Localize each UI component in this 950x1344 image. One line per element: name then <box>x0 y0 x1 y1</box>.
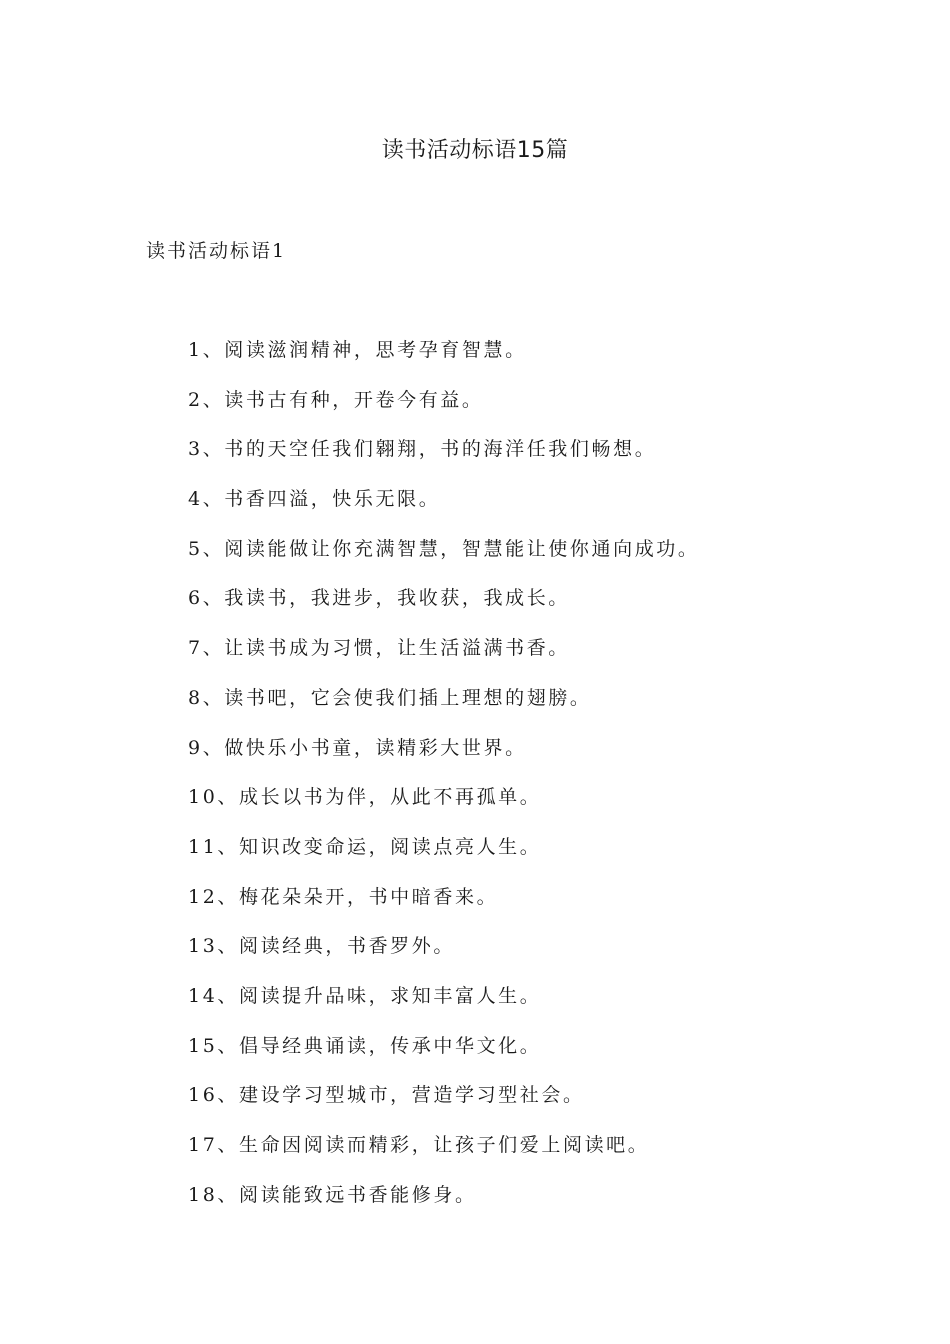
slogan-list <box>188 335 700 1229</box>
slogan-item: 2、读书古有种，开卷今有益。 <box>188 388 484 411</box>
slogan-item: 4、书香四溢，快乐无限。 <box>188 488 441 511</box>
slogan-item: 13、阅读经典，书香罗外。 <box>188 935 455 958</box>
slogan-item: 9、做快乐小书童，读精彩大世界。 <box>188 736 527 759</box>
slogan-item: 5、阅读能做让你充满智慧，智慧能让使你通向成功。 <box>188 537 700 560</box>
slogan-item: 15、倡导经典诵读，传承中华文化。 <box>188 1034 542 1057</box>
section-heading: 读书活动标语1 <box>146 240 287 262</box>
slogan-item: 8、读书吧，它会使我们插上理想的翅膀。 <box>188 686 592 709</box>
slogan-item: 11、知识改变命运，阅读点亮人生。 <box>188 835 542 858</box>
slogan-item: 1、阅读滋润精神，思考孕育智慧。 <box>188 339 527 361</box>
slogan-item: 3、书的天空任我们翱翔，书的海洋任我们畅想。 <box>188 438 657 461</box>
slogan-item: 12、梅花朵朵开，书中暗香来。 <box>188 885 499 908</box>
document-title: 读书活动标语15篇 <box>381 138 569 163</box>
slogan-item: 6、我读书，我进步，我收获，我成长。 <box>188 587 570 610</box>
slogan-item: 17、生命因阅读而精彩，让孩子们爱上阅读吧。 <box>188 1134 650 1156</box>
slogan-item: 10、成长以书为伴，从此不再孤单。 <box>188 786 542 809</box>
slogan-item: 7、让读书成为习惯，让生活溢满书香。 <box>188 637 570 660</box>
slogan-item: 14、阅读提升品味，求知丰富人生。 <box>188 984 542 1007</box>
slogan-item: 18、阅读能致远书香能修身。 <box>188 1183 477 1206</box>
slogan-item: 16、建设学习型城市，营造学习型社会。 <box>188 1084 585 1107</box>
